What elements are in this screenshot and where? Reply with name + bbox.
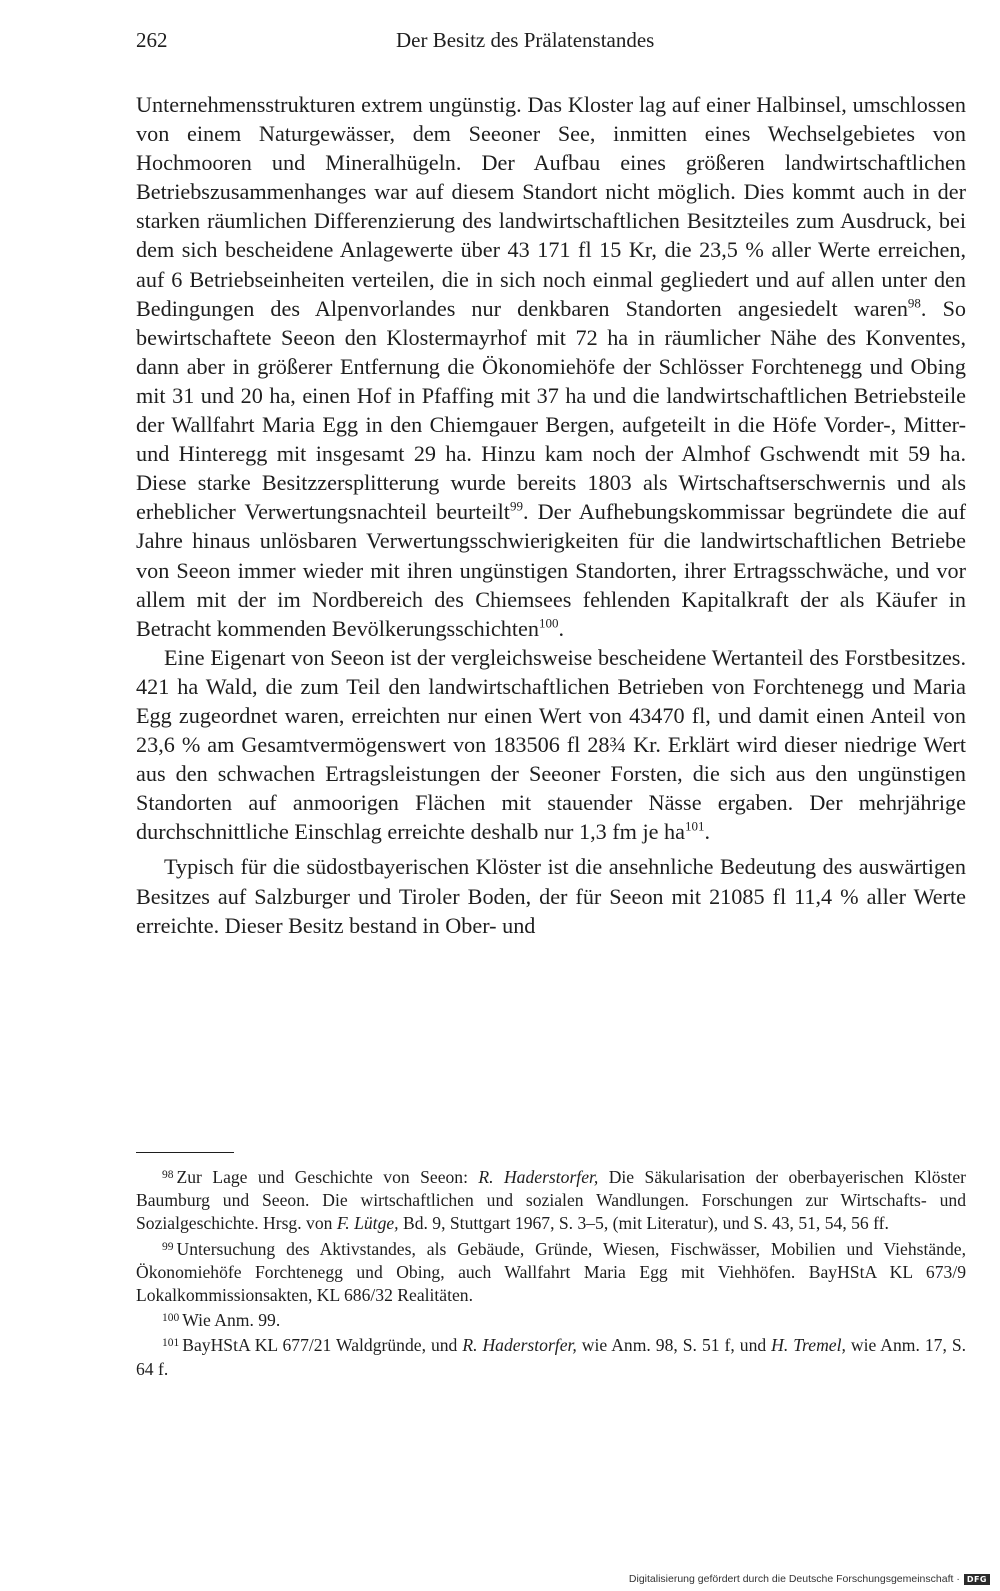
page-number: 262 [136, 28, 168, 52]
paragraph [136, 852, 966, 939]
dfg-logo-icon: DFG [964, 1574, 990, 1585]
text-run: . [558, 615, 565, 641]
footnote-100 [136, 1307, 966, 1332]
footnotes [136, 1164, 966, 1381]
footnote-ref: 100 [538, 615, 559, 631]
text-run: Unternehmensstrukturen extrem ungünstig. Das Kloster lag auf einer Halbinsel, umschlossen von einem Naturgewässer, dem Seeoner See, inmitten eines Wechselgebietes von Hochmooren und Mineralhügeln. Der Aufbau eines größeren landwirtschaftlichen Betriebszusammenhanges war auf diesem Standort nicht möglich. Dies kommt auch in der starken räumlichen Differenzierung des landwirtschaftlichen Besitzteiles zum Ausdruck, bei dem sich bescheidene Anlagewerte über 43 171 fl 15 Kr, die 23,5 % aller Werte erreichen, auf 6 Betriebseinheiten verteilen, die in sich noch einmal gegliedert und auf allen unter den Bedingungen des Alpenvorlandes nur denkbaren Standorten angesiedelt waren [136, 92, 966, 321]
footnote-ref: 98 [907, 295, 921, 311]
text-run: Wie Anm. 99. [182, 1310, 281, 1331]
body-text [136, 90, 966, 940]
text-run: Zur Lage und Geschichte von Seeon: [176, 1167, 479, 1187]
footnote-98 [136, 1164, 966, 1236]
text-run: Eine Eigenart von Seeon ist der vergleichsweise bescheidene Wertanteil des Forstbesitzes. 421 ha Wald, die zum Teil den landwirtschaftlichen Betrieben von Forchtenegg und Maria Egg zugeordnet waren, erreichten nur einen Wert von 43470 fl, und damit einen Anteil von 23,6 % am Gesamtvermögenswert von 183506 fl 28¾ Kr. Erklärt wird dieser niedrige Wert aus den schwachen Ertragsleistungen der Seeoner Forsten, die sich aus den ungünstigen Standorten auf anmoorigen Flächen mit stauender Nässe ergaben. Der mehrjährige durchschnittliche Einschlag erreichte deshalb nur 1,3 fm je ha [136, 644, 966, 845]
footnote-number: 100 [162, 1312, 180, 1325]
text-run: Untersuchung des Aktivstandes, als Gebäude, Gründe, Wiesen, Fischwässer, Mobilien und Viehstände, Ökonomiehöfe Forchtenegg und Obing, auch Wallfahrt Maria Egg mit Viehhöfen. BayHStA KL 673/9 Lokalkommissionsakten, KL 686/32 Realitäten. [136, 1238, 966, 1306]
author-name: H. Tremel, [771, 1335, 846, 1356]
text-run: . [704, 819, 710, 845]
text-run: wie Anm. 98, S. 51 f, und [576, 1335, 772, 1356]
footnote-number: 101 [162, 1337, 180, 1350]
text-run: Typisch für die südostbayerischen Klöster ist die ansehnliche Bedeutung des auswärtigen Besitzes auf Salzburger und Tiroler Boden, der für Seeon mit 21085 fl 11,4 % aller Werte erreichte. Dieser Besitz bestand in Ober- und [136, 854, 966, 938]
text-run: Bd. 9, Stuttgart 1967, S. 3–5, (mit Literatur), und S. 43, 51, 54, 56 ff. [398, 1213, 889, 1234]
footnote-ref: 101 [684, 818, 705, 834]
footnote-divider [136, 1152, 234, 1153]
author-name: R. Haderstorfer, [462, 1335, 577, 1356]
paragraph [136, 90, 966, 643]
credit-text: Digitalisierung gefördert durch die Deutsche Forschungsgemeinschaft · [628, 1573, 960, 1585]
running-head: Der Besitz des Prälatenstandes [396, 28, 655, 52]
paragraph [136, 643, 966, 847]
footnote-101 [136, 1332, 966, 1380]
digitization-credit [629, 1573, 990, 1585]
text-run: wie Anm. 17, S. 64 f. [136, 1335, 967, 1379]
text-run: . So bewirtschaftete Seeon den Klostermayrhof mit 72 ha in räumlicher Nähe des Konventes, dann aber in größerer Entfernung die Ökonomiehöfe der Schlösser Forchtenegg und Obing mit 31 und 20 ha, einen Hof in Pfaffing mit 37 ha und die landwirtschaftlichen Betriebsteile der Wallfahrt Maria Egg in den Chiemgauer Bergen, aufgeteilt in die Höfe Vorder-, Mitter- und Hinteregg mit insgesamt 29 ha. Hinzu kam noch der Almhof Gschwendt mit 59 ha. Diese starke Besitzzersplitterung wurde bereits 1803 als Wirtschaftserschwernis und als erheblicher Verwertungsnachteil beurteilt [136, 295, 966, 525]
author-name: F. Lütge, [336, 1213, 399, 1234]
text-run: BayHStA KL 677/21 Waldgründe, und [182, 1335, 463, 1356]
text-run: . Der Aufhebungskommissar begründete die auf Jahre hinaus unlösbaren Verwertungsschwierigkeiten für die landwirtschaftlichen Betriebe von Seeon immer wieder mit ihren ungünstigen Standorten, ihrer Ertragsschwäche, und vor allem mit der im Nordbereich des Chiemsees fehlenden Kapitalkraft der als Käufer in Betracht kommenden Bevölkerungsschichten [136, 499, 966, 641]
footnote-ref: 99 [509, 498, 523, 514]
page-header [136, 28, 966, 60]
footnote-number: 98 [162, 1169, 174, 1181]
text-run: Die Säkularisation der oberbayerischen Klöster Baumburg und Seeon. Die wirtschaftlichen und sozialen Wandlungen. Forschungen zur Wirtschafts- und Sozialgeschichte. Hrsg. von [136, 1167, 966, 1234]
author-name: R. Haderstorfer, [478, 1167, 599, 1187]
footnote-number: 99 [162, 1240, 174, 1253]
footnote-99 [136, 1236, 966, 1308]
